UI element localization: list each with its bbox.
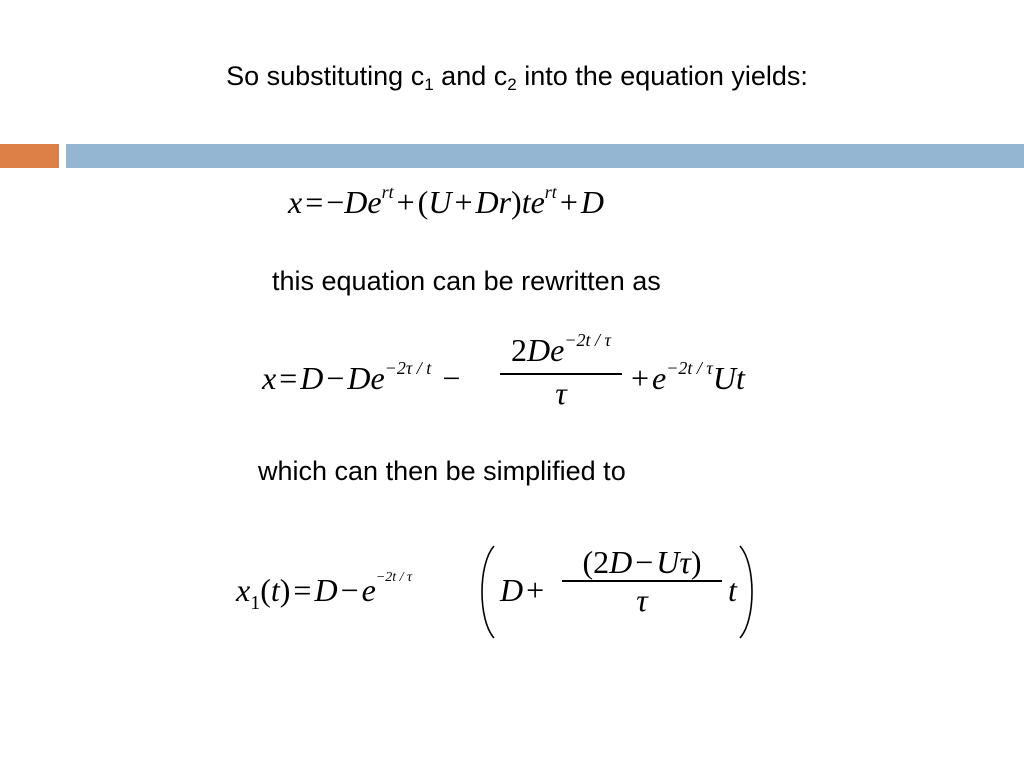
left-parenthesis — [474, 544, 498, 640]
slide-title: So substituting $c_1$ and $c_2$ into the equation yields: — [226, 61, 808, 94]
equation-1: $x=-De^{rt}+(U+Dr)te^{rt}+D$ — [288, 182, 604, 220]
accent-bar-orange — [0, 144, 59, 168]
caption-simplified: which can then be simplified to — [258, 456, 626, 486]
slide: So substituting $c_1$ and $c_2$ into the equation yields: $x=-De^{rt}+(U+Dr)te^{rt}+D$ this equation can be rewritten as $x=D-De^{-2\tau / t}$ − $2De^{-2t / \tau}$ τ $+e^{-2t / \tau}Ut$ which can then be simplified to $x_1(t)=D-e^{-2t / \tau}$ D+ (2D−Uτ) τ t — [0, 0, 1024, 768]
right-parenthesis — [736, 544, 760, 640]
caption-rewritten: this equation can be rewritten as — [272, 266, 661, 296]
accent-bar-blue — [66, 144, 1024, 168]
